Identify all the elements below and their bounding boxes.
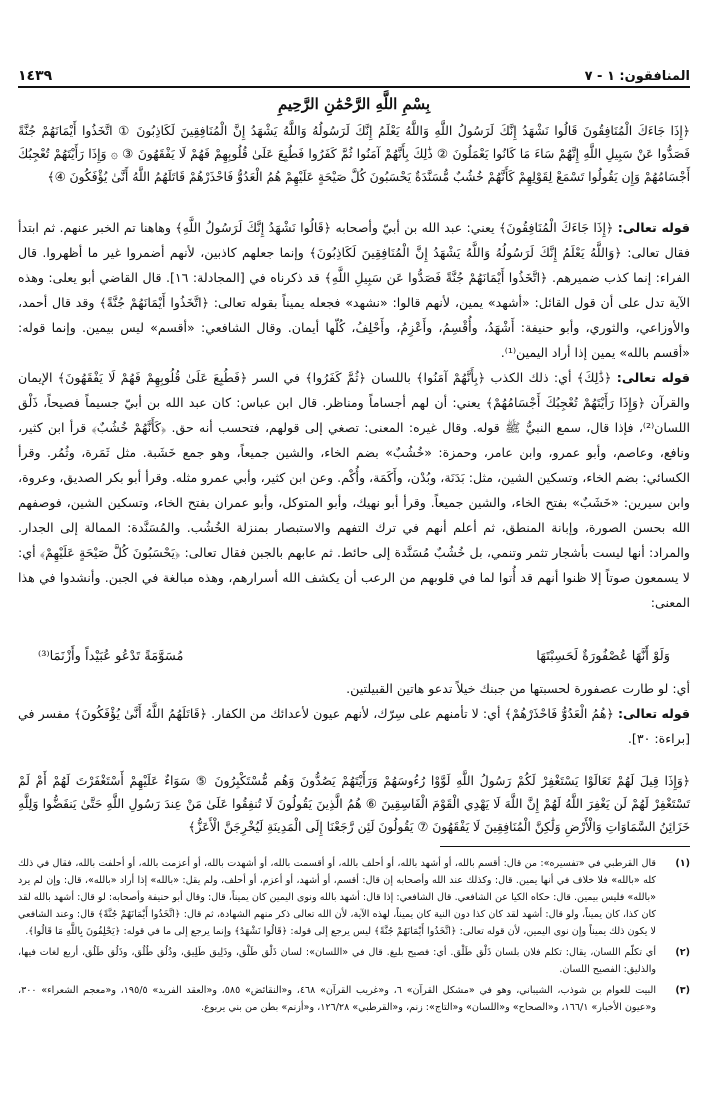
footnote-number: (١) <box>675 858 690 869</box>
commentary-label: قوله تعالى: <box>616 370 690 385</box>
footnotes <box>18 855 690 1020</box>
commentary-paragraph: ﴿إِذَا جَاءَكَ الْمُنَافِقُونَ﴾ يعني: عبد الله بن أبيّ وأصحابه ﴿قَالُوا نَشْهَدُ إِنَّكَ لَرَسُولُ اللَّهِ﴾ وهاهنا تم الخبر عنهم. ثم ابتدأ فقال تعالى: ﴿وَاللَّهُ يَعْلَمُ إِنَّكَ لَرَسُولُهُ وَاللَّهُ يَشْهَدُ إِنَّ الْمُنَافِقِينَ لَكَاذِبُونَ﴾ وإنما جعلهم كاذبين، لأنهم أضمروا غير ما أظهروا. قال الفراء: إنما كذب ضميرهم. ﴿اتَّخَذُوا أَيْمَانَهُمْ جُنَّةً فَصَدُّوا عَن سَبِيلِ اللَّهِ﴾ قد ذكرناه في [المجادلة: ١٦]. قال القاضي أبو يعلى: وهذه الآية تدل على أن قول القائل: «أشهد» يمين، لأنهم قالوا: «نشهد» فجعله يميناً بقوله تعالى: ﴿اتَّخَذُوا أَيْمَانَهُمْ جُنَّةً﴾ وقد قال أحمد، والأوزاعي، والثوري، وأبو حنيفة: أَشْهَدُ، وأُقْسِمُ، وأَعْزِمُ، وأَحْلِفُ، كُلّها أيمان. وقال الشافعي: «أقسم» ليس بيمين. وإنما قوله: «أقسم بالله» يمين إذا أراد اليمين⁽¹⁾. <box>18 220 690 360</box>
footnote <box>18 855 690 940</box>
footnote-divider <box>440 846 690 847</box>
basmala: بِسْمِ اللَّهِ الرَّحْمَٰنِ الرَّحِيمِ <box>277 95 431 113</box>
quran-verses-5-8: ﴿وَإِذَا قِيلَ لَهُمْ تَعَالَوْا يَسْتَغْفِرْ لَكُمْ رَسُولُ اللَّهِ لَوَّوْا رُءُوسَهُمْ وَرَأَيْتَهُمْ يَصُدُّونَ وَهُم مُّسْتَكْبِرُونَ ⑤ سَوَاءٌ عَلَيْهِمْ أَسْتَغْفَرْتَ لَهُمْ أَمْ لَمْ تَسْتَغْفِرْ لَهُمْ لَن يَغْفِرَ اللَّهُ لَهُمْ إِنَّ اللَّهَ لَا يَهْدِي الْقَوْمَ الْفَاسِقِينَ ⑥ هُمُ الَّذِينَ يَقُولُونَ لَا تُنفِقُوا عَلَىٰ مَنْ عِندَ رَسُولِ اللَّهِ حَتَّىٰ يَنفَضُّوا وَلِلَّهِ خَزَائِنُ السَّمَاوَاتِ وَالْأَرْضِ وَلَٰكِنَّ الْمُنَافِقِينَ لَا يَفْقَهُونَ ⑦ يَقُولُونَ لَئِن رَّجَعْنَا إِلَى الْمَدِينَةِ لَيُخْرِجَنَّ الْأَعَزُّ﴾ <box>18 774 690 834</box>
commentary-paragraph: أي: لو طارت عصفورة لحسبتها من جبنك خيلاً تدعو هاتين القبيلتين. <box>346 681 690 696</box>
commentary-label: قوله تعالى: <box>617 706 690 721</box>
footnote-text: أي تكلّم اللسان، يقال: تكلم فلان بلسان ذَلْق طَلْق. أي: فصيح بليغ. قال في «اللسان»: لسان ذَلْق طَلْق، وذَلِيق طَلِيق، وذُلُق طُلُق، وذَلُق طَلُق، أربع لغات فيها، والذليق: الفصيح اللسان. <box>18 947 656 975</box>
poem-hemistich-right: وَلَوْ أَنَّهَا عُصْفُورَةٌ لَحَسِبْتَهَا <box>536 648 670 664</box>
footnote <box>18 982 690 1016</box>
footnote-text: قال القرطبي في «تفسيره»: من قال: أقسم بالله، أو أشهد بالله، أو أحلف بالله، أو أقسمت بالله، أو أشهدت بالله، أو أعزمت بالله، أو أحلفت بالله، فقال في ذلك كله «بالله» فلا خلاف في أنها يمين. قال: وكذلك عند الله وأصحابه إن قال: أقسم، أو أشهد، أو أعزم، أو أحلف، ولم يقل: «بالله» إذا أراد «بالله»، قال: وإن لم يرد «بالله» فليس بيمين. قال: حكاه الكيا عن الشافعي. قال الشافعي: إذا قال: أشهد بالله ونوى اليمين كان يميناً، قال: وقال أبو حنيفة وأصحابه: لو قال: أشهد بالله لقد كان كذا، كان يميناً، ولو قال: أشهد لقد كان كذا دون النية كان يميناً، لهذه الآية، لأن الله تعالى ذكر منهم الشهادة، ثم قال: ﴿اتَّخَذُوا أَيْمَانَهُمْ جُنَّةً﴾ قال: وعند الشافعي لا يكون ذلك يميناً وإن نوى اليمين، لأن قوله تعالى: ﴿اتَّخَذُوا أَيْمَانَهُمْ جُنَّةً﴾ ليس يرجع إلى قوله: ﴿قَالُوا نَشْهَدُ﴾ وإنما يرجع إلى ما في قوله: ﴿يَحْلِفُونَ بِاللَّهِ مَا قَالُوا﴾. <box>18 858 656 937</box>
running-title: المنافقون: ١ - ٧ <box>584 69 690 84</box>
commentary-section-2 <box>18 676 690 768</box>
footnote-text: البيت للعوام بن شوذب، الشيباني، وهو في «مشكل القرآن» ٦، و«غريب القرآن» ٤٦٨، و«النقائض» ٥٨٥، و«العقد الفريد» ١٩٥/٥، و«معجم الشعراء» ٣٠٠، و«عيون الأخبار» ١٦٦/١، و«الصحاح» و«اللسان» و«التاج»: زنم، و«القرطبي» ١٢٦/٢٨، و«أزنم» بطن من بني يربوع. <box>18 985 656 1013</box>
footnote-number: (٢) <box>675 947 690 958</box>
footnote <box>18 944 690 978</box>
quran-verses-1-4: ﴿إِذَا جَاءَكَ الْمُنَافِقُونَ قَالُوا نَشْهَدُ إِنَّكَ لَرَسُولُ اللَّهِ وَاللَّهُ يَعْلَمُ إِنَّكَ لَرَسُولُهُ وَاللَّهُ يَشْهَدُ إِنَّ الْمُنَافِقِينَ لَكَاذِبُونَ ① اتَّخَذُوا أَيْمَانَهُمْ جُنَّةً فَصَدُّوا عَنْ سَبِيلِ اللَّهِ إِنَّهُمْ سَاءَ مَا كَانُوا يَعْمَلُونَ ② ذَٰلِكَ بِأَنَّهُمْ آمَنُوا ثُمَّ كَفَرُوا فَطُبِعَ عَلَىٰ قُلُوبِهِمْ فَهُمْ لَا يَفْقَهُونَ ③ ۞ وَإِذَا رَأَيْتَهُمْ تُعْجِبُكَ أَجْسَامُهُمْ وَإِن يَقُولُوا تَسْمَعْ لِقَوْلِهِمْ كَأَنَّهُمْ خُشُبٌ مُّسَنَّدَةٌ يَحْسَبُونَ كُلَّ صَيْحَةٍ عَلَيْهِمْ هُمُ الْعَدُوُّ فَاحْذَرْهُمْ قَاتَلَهُمُ اللَّهُ أَنَّىٰ يُؤْفَكُونَ ④﴾ <box>18 124 690 184</box>
commentary-paragraph: ﴿ذَٰلِكَ﴾ أي: ذلك الكذب ﴿بِأَنَّهُمْ آمَنُوا﴾ باللسان ﴿ثُمَّ كَفَرُوا﴾ في السر ﴿فَطُبِعَ عَلَىٰ قُلُوبِهِمْ فَهُمْ لَا يَفْقَهُونَ﴾ الإيمان والقرآن ﴿وَإِذَا رَأَيْتَهُمْ تُعْجِبُكَ أَجْسَامُهُمْ﴾ يعني: أن لهم أجساماً ومناظر. قال ابن عباس: كان عبد الله بن أبيّ جسيماً فصيحاً، ذَلْق اللسان⁽²⁾، فإذا قال، سمع النبيُّ ﷺ قوله. وقال غيره: المعنى: تصغي إلى قولهم، فتحسب أنه حق. ﴿كَأَنَّهُمْ خُشُبٌ﴾ قرأ ابن كثير، ونافع، وعاصم، وأبو عمرو، وابن عامر، وحمزة: «خُشُبٌ» بضم الخاء، والشين جميعاً، وهو جمع خَشَبة. مثل ثَمَرة، وثُمُر. وقرأ الكسائي: بضم الخاء، وتسكين الشين، مثل: بَدَنَة، وبُدْن، وأَكَمَة، وأُكْم. وعن ابن كثير، وأبي عمرو مثله. وقرأ أبو بكر الصديق، وعروة، وابن سيرين: «خَشَبٌ» بفتح الخاء، والشين جميعاً. وقرأ أبو نهيك، وأبو المتوكل، وأبو عمران بفتح الخاء، وتسكين الشين، فوصفهم الله بحسن الصورة، وإبانة المنطق، ثم أعلم أنهم في ترك التفهم والاستبصار بمنزلة الخُشُب. والمُسَنَّدة: الممالة إلى الجدار. والمراد: أنها ليست بأشجار تثمر وتنمي، بل خُشُبٌ مُسَنَّدة إلى حائط. ثم عابهم بالجبن فقال تعالى: ﴿يَحْسَبُونَ كُلَّ صَيْحَةٍ عَلَيْهِمْ﴾ أي: لا يسمعون صوتاً إلا ظنوا أنهم قد أُتوا لما في قلوبهم من الرعب أن يكشف الله أسرارهم، وهذه مبالغة في الجبن. وأنشدوا في هذا المعنى: <box>18 370 690 610</box>
poem-hemistich-left: مُسَوَّمَةً تَدْعُو عُبَيْداً وأَزْنَمَا⁽³⁾ <box>38 648 184 664</box>
commentary-paragraph: ﴿هُمُ الْعَدُوُّ فَاحْذَرْهُمْ﴾ أي: لا تأمنهم على سِرّك، لأنهم عيون لأعدائك من الكفار. ﴿قَاتَلَهُمُ اللَّهُ أَنَّىٰ يُؤْفَكُونَ﴾ مفسر في [براءة: ٣٠]. <box>18 706 690 746</box>
commentary-label: قوله تعالى: <box>617 220 690 235</box>
page-number: ١٤٣٩ <box>18 68 53 84</box>
commentary-section-1 <box>18 215 690 633</box>
header-divider <box>18 86 690 88</box>
page-header <box>18 62 690 84</box>
poem-verse <box>38 640 670 672</box>
book-page <box>18 0 690 1112</box>
footnote-number: (٣) <box>675 985 690 996</box>
